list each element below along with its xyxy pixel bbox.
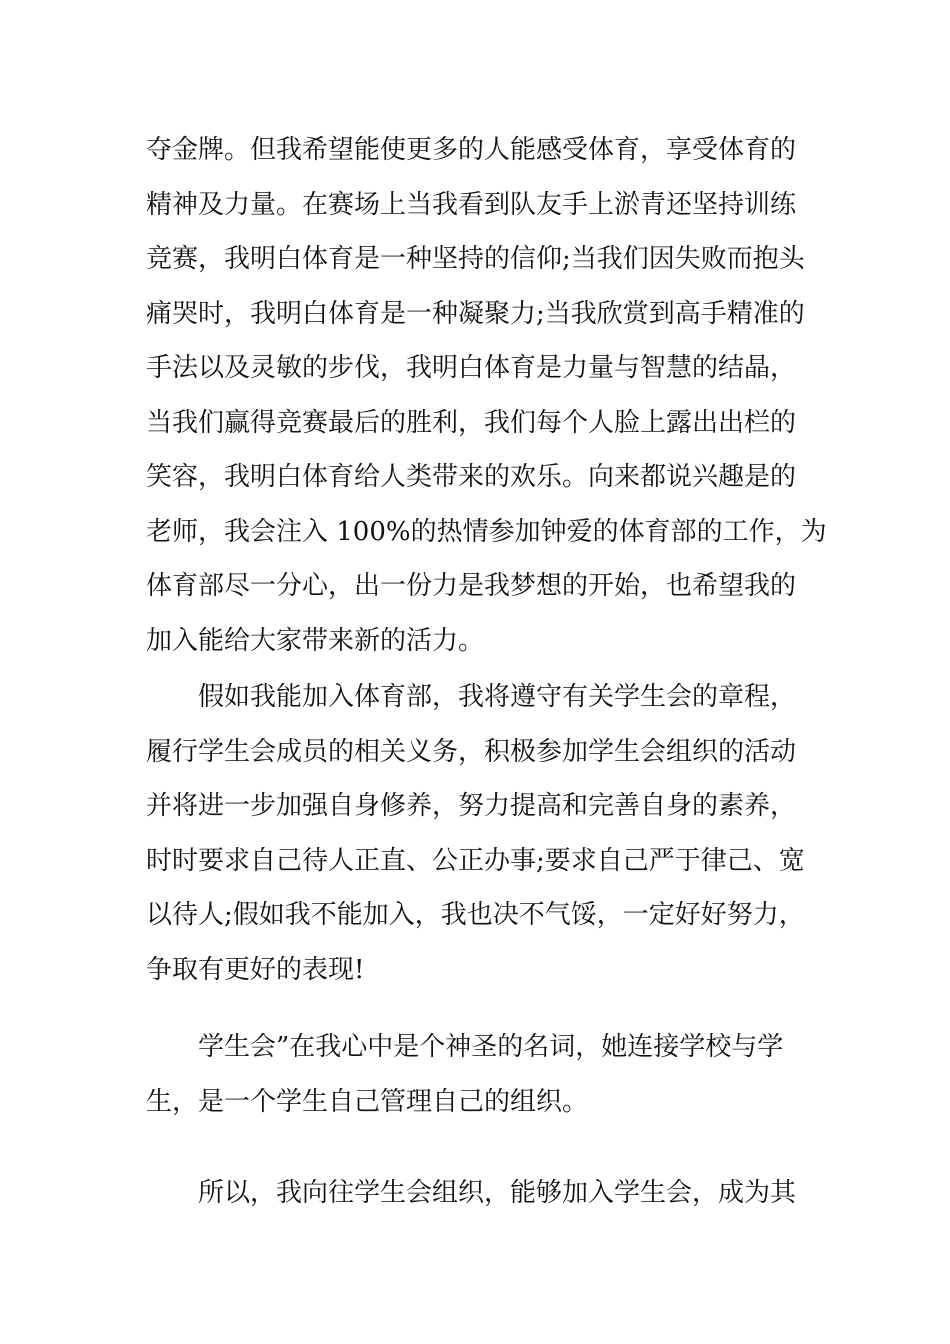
- text-line: 加入能给大家带来新的活力。: [146, 625, 485, 656]
- paragraph-4: [146, 1166, 816, 1221]
- text-line: 笑容，我明白体育给人类带来的欢乐。向来都说兴趣是的: [146, 462, 797, 492]
- text-line: 当我们赢得竞赛最后的胜利，我们每个人脸上露出出栏的: [146, 407, 797, 438]
- text-line: 体育部尽一分心，出一份力是我梦想的开始，也希望我的: [146, 571, 797, 601]
- text-line: 争取有更好的表现!: [146, 954, 365, 985]
- text-line: 时时要求自己待人正直、公正办事;要求自己严于律己、宽: [146, 845, 805, 876]
- text-line: 精神及力量。在赛场上当我看到队友手上淤青还坚持训练: [146, 189, 797, 220]
- paragraph-1: [146, 123, 827, 668]
- text-line: 痛哭时，我明白体育是一种凝聚力;当我欣赏到高手精准的: [146, 298, 805, 329]
- text-line: 学生会”在我心中是个神圣的名词，她连接学校与学: [198, 1032, 784, 1062]
- paragraph-3: [146, 1020, 816, 1129]
- text-line: 履行学生会成员的相关义务，积极参加学生会组织的活动: [146, 736, 797, 767]
- text-line: 并将进一步加强自身修养，努力提高和完善自身的素养，: [146, 791, 797, 821]
- text-line: 以待人;假如我不能加入，我也决不气馁，一定好好努力，: [146, 900, 805, 930]
- text-line: 手法以及灵敏的步伐，我明白体育是力量与智慧的结晶，: [146, 353, 797, 383]
- text-line: 所以，我向往学生会组织，能够加入学生会，成为其: [198, 1178, 797, 1208]
- text-line: 竞赛，我明白体育是一种坚持的信仰;当我们因失败而抱头: [146, 244, 805, 274]
- text-line: 生，是一个学生自己管理自己的组织。: [146, 1086, 589, 1117]
- text-line: 假如我能加入体育部，我将遵守有关学生会的章程，: [198, 682, 797, 712]
- text-line: 老师，我会注入 100%的热情参加钟爱的体育部的工作，为: [146, 516, 827, 547]
- paragraph-2: [146, 670, 816, 997]
- text-line: 夺金牌。但我希望能使更多的人能感受体育，享受体育的: [146, 135, 797, 165]
